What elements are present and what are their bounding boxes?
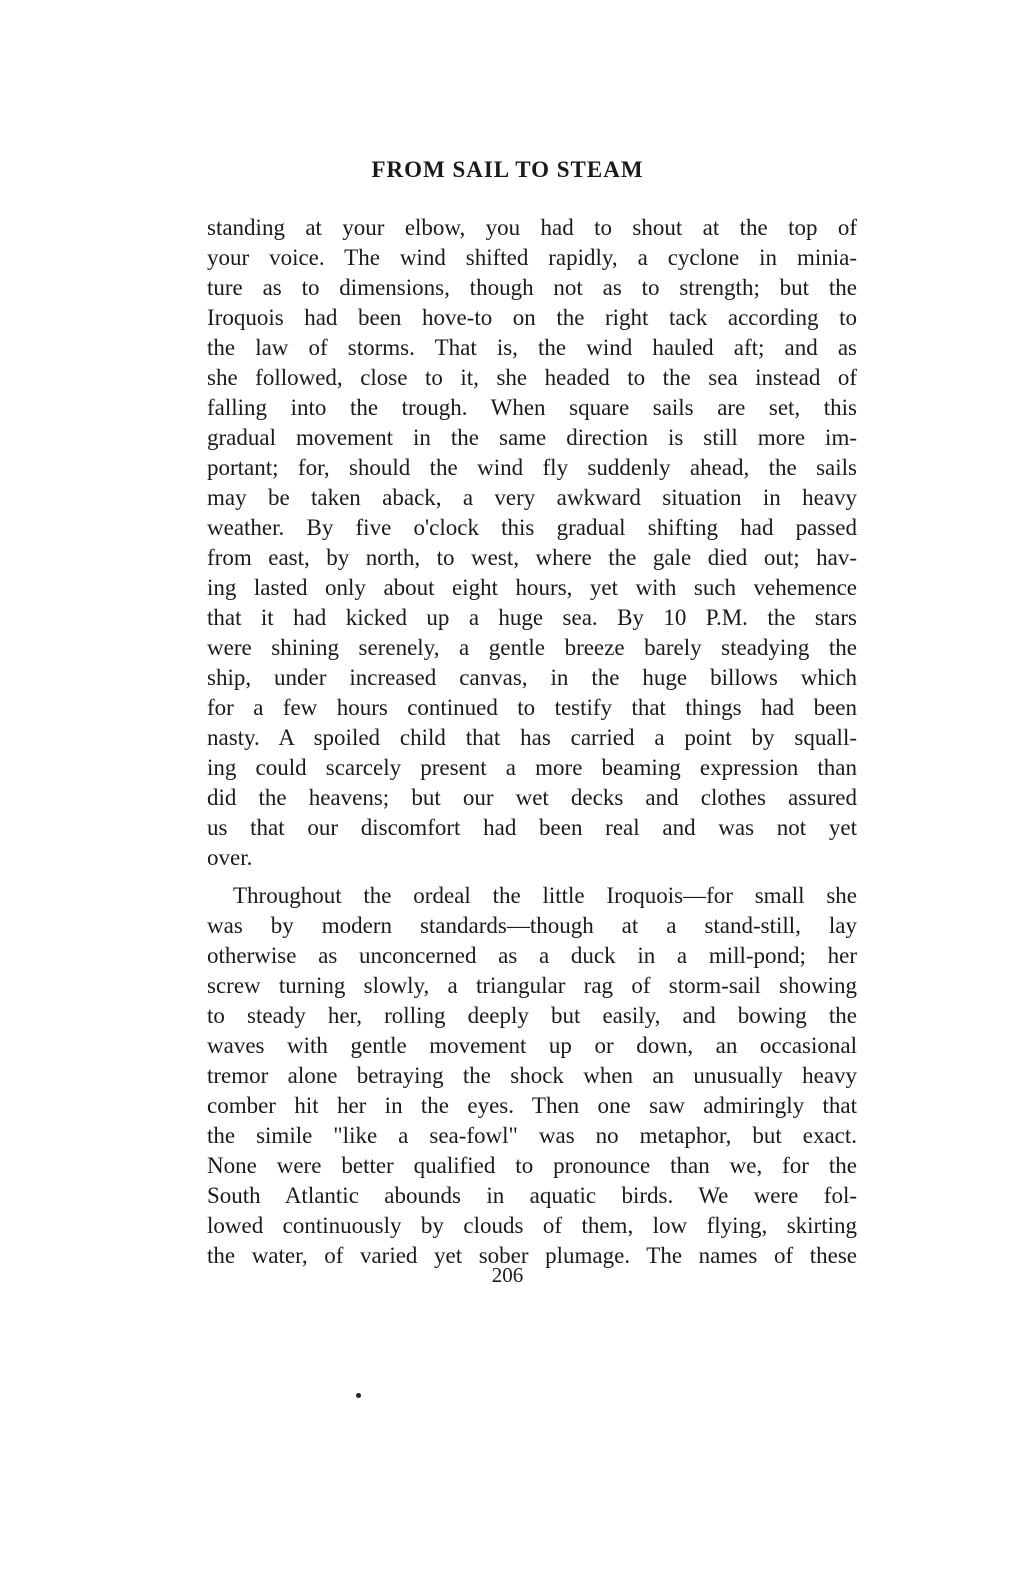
page-number: 206 — [491, 1263, 524, 1287]
text-line: did the heavens; but our wet decks and clothes assured — [207, 785, 857, 810]
text-line: nasty. A spoiled child that has carried a point by squall- — [207, 725, 857, 750]
text-line: ture as to dimensions, though not as to strength; but the — [207, 275, 857, 300]
text-line: Iroquois had been hove-to on the right tack according to — [207, 305, 857, 330]
text-line: ing lasted only about eight hours, yet with such vehemence — [207, 575, 857, 600]
text-line: that it had kicked up a huge sea. By 10 P.M. the stars — [207, 605, 857, 630]
paragraph — [207, 881, 857, 1271]
text-line: tremor alone betraying the shock when an unusually heavy — [207, 1063, 857, 1088]
text-line: to steady her, rolling deeply but easily, and bowing the — [207, 1003, 857, 1028]
text-line: comber hit her in the eyes. Then one saw admiringly that — [207, 1093, 857, 1118]
text-line: portant; for, should the wind fly suddenly ahead, the sails — [207, 455, 857, 480]
text-line: waves with gentle movement up or down, an occasional — [207, 1033, 857, 1058]
text-line: your voice. The wind shifted rapidly, a cyclone in minia- — [207, 245, 857, 270]
text-line: screw turning slowly, a triangular rag of storm-sail showing — [207, 973, 857, 998]
text-line: may be taken aback, a very awkward situation in heavy — [207, 485, 857, 510]
text-line: weather. By five o'clock this gradual shifting had passed — [207, 515, 857, 540]
paragraph — [207, 213, 857, 873]
text-line: South Atlantic abounds in aquatic birds. We were fol- — [207, 1183, 857, 1208]
text-line: the simile "like a sea-fowl" was no metaphor, but exact. — [207, 1123, 857, 1148]
text-line: for a few hours continued to testify that things had been — [207, 695, 857, 720]
text-line: was by modern standards—though at a stand-still, lay — [207, 913, 857, 938]
text-line: ship, under increased canvas, in the huge billows which — [207, 665, 857, 690]
text-line: us that our discomfort had been real and was not yet — [207, 815, 857, 840]
running-head: FROM SAIL TO STEAM — [371, 157, 644, 182]
ink-speck — [356, 1393, 361, 1398]
text-line: from east, by north, to west, where the gale died out; hav- — [207, 545, 857, 570]
text-line: the law of storms. That is, the wind hauled aft; and as — [207, 335, 857, 360]
text-line: Throughout the ordeal the little Iroquois—for small she — [233, 883, 857, 908]
body-text — [207, 213, 857, 1271]
text-line: standing at your elbow, you had to shout at the top of — [207, 215, 857, 240]
text-line: otherwise as unconcerned as a duck in a mill-pond; her — [207, 943, 857, 968]
text-line: the water, of varied yet sober plumage. The names of these — [207, 1243, 857, 1268]
text-line: lowed continuously by clouds of them, low flying, skirting — [207, 1213, 857, 1238]
text-line: she followed, close to it, she headed to the sea instead of — [207, 365, 857, 390]
text-line: over. — [207, 845, 253, 870]
text-line: were shining serenely, a gentle breeze barely steadying the — [207, 635, 857, 660]
text-line: gradual movement in the same direction is still more im- — [207, 425, 857, 450]
text-line: None were better qualified to pronounce than we, for the — [207, 1153, 857, 1178]
text-line: ing could scarcely present a more beaming expression than — [207, 755, 857, 780]
text-line: falling into the trough. When square sails are set, this — [207, 395, 857, 420]
